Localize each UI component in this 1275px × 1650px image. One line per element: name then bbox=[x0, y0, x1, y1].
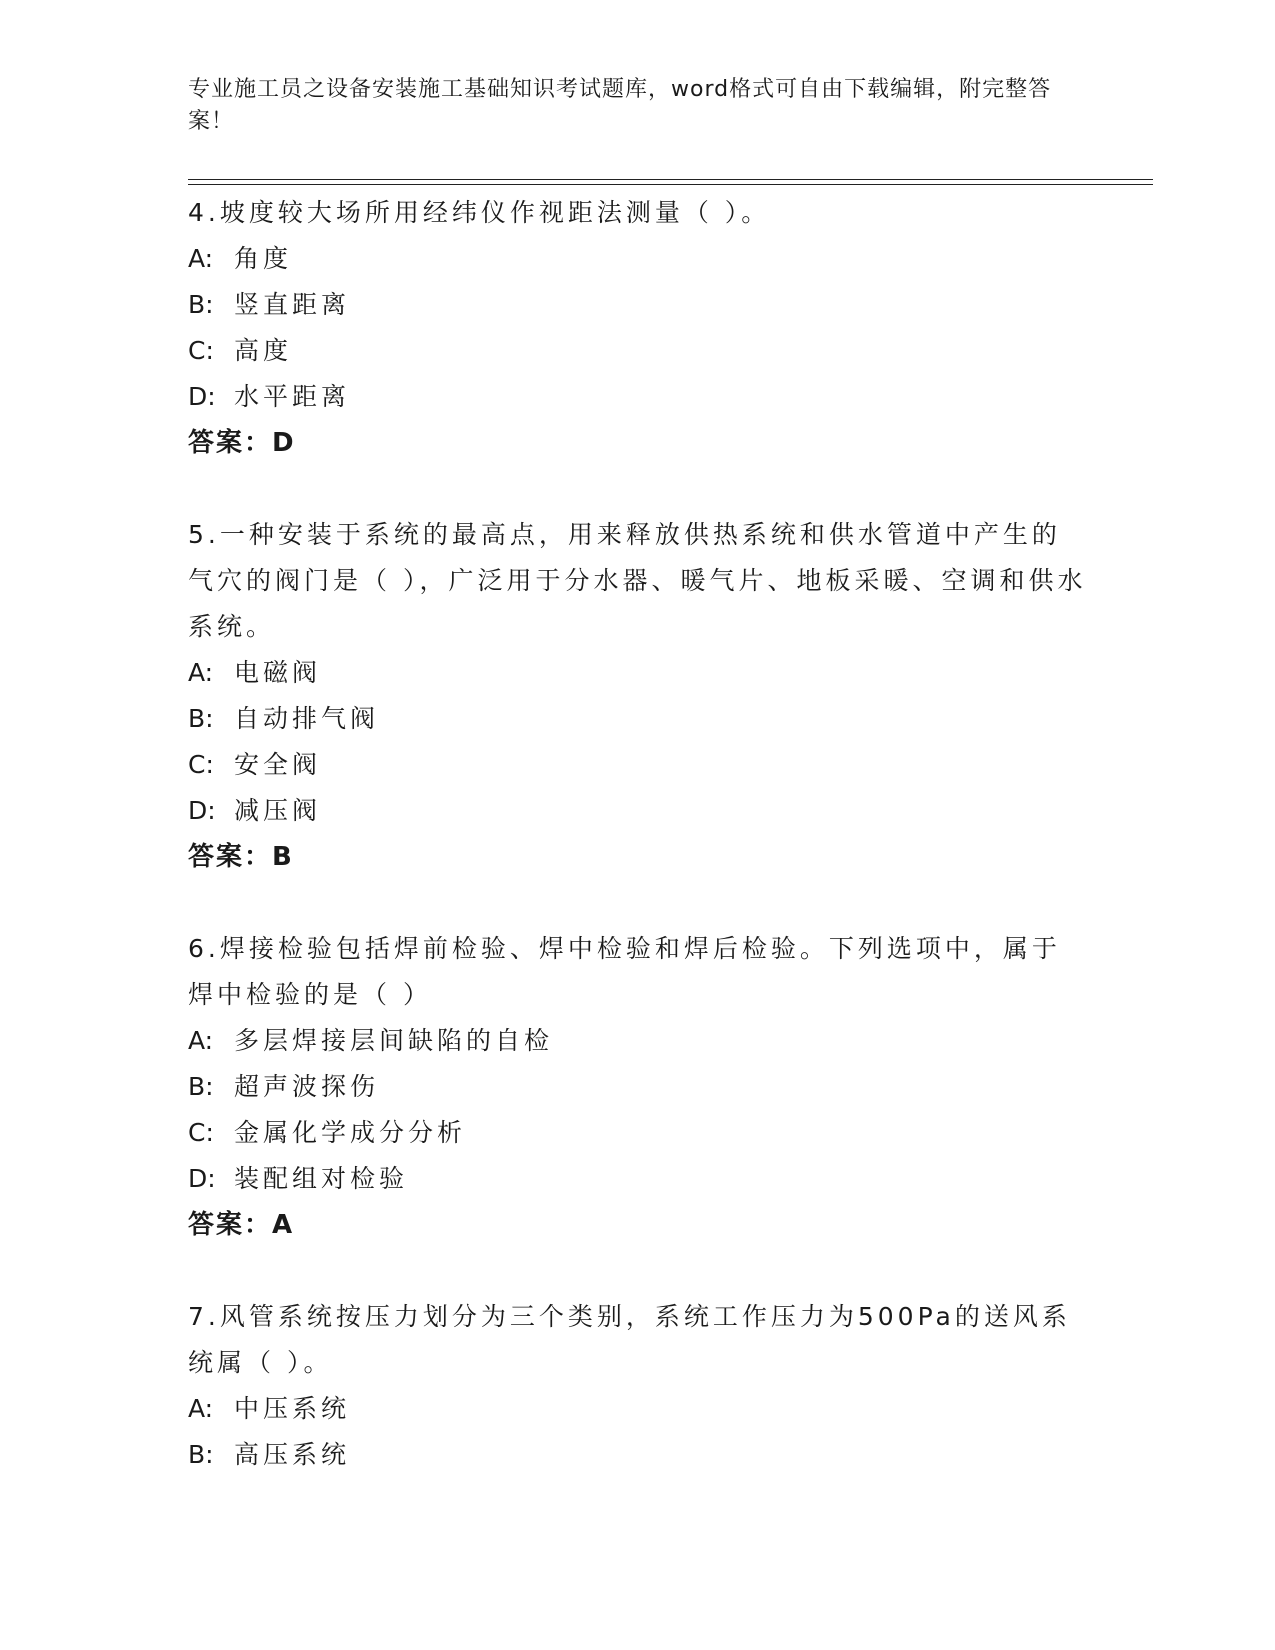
question-4 bbox=[188, 190, 1088, 466]
question-stem: 5.一种安装于系统的最高点，用来释放供热系统和供水管道中产生的气穴的阀门是（ ），广泛用于分水器、暖气片、地板采暖、空调和供水系统。 bbox=[188, 520, 1087, 641]
option-letter: B: bbox=[188, 1440, 214, 1469]
option-text: 电磁阀 bbox=[234, 658, 322, 687]
option-a bbox=[188, 1386, 1088, 1432]
option-letter: C: bbox=[188, 1118, 214, 1147]
option-text: 自动排气阀 bbox=[234, 704, 380, 733]
option-a bbox=[188, 1018, 1088, 1064]
option-text: 多层焊接层间缺陷的自检 bbox=[234, 1026, 554, 1055]
option-text: 减压阀 bbox=[234, 796, 322, 825]
option-b bbox=[188, 1432, 1088, 1478]
option-letter: D: bbox=[188, 796, 216, 825]
option-text: 金属化学成分分析 bbox=[234, 1118, 467, 1147]
option-letter: A: bbox=[188, 1026, 214, 1055]
option-text: 水平距离 bbox=[234, 382, 351, 411]
option-text: 装配组对检验 bbox=[234, 1164, 409, 1193]
option-text: 高压系统 bbox=[234, 1440, 351, 1469]
header-divider-top bbox=[188, 179, 1153, 180]
option-letter: D: bbox=[188, 382, 216, 411]
option-text: 安全阀 bbox=[234, 750, 322, 779]
option-letter: D: bbox=[188, 1164, 216, 1193]
option-a bbox=[188, 650, 1088, 696]
option-d bbox=[188, 374, 1088, 420]
question-5 bbox=[188, 512, 1088, 880]
answer-line: 答案：A bbox=[188, 1210, 295, 1240]
option-d bbox=[188, 1156, 1088, 1202]
question-stem: 6.焊接检验包括焊前检验、焊中检验和焊后检验。下列选项中，属于焊中检验的是（ ） bbox=[188, 934, 1061, 1009]
answer-line: 答案：B bbox=[188, 842, 294, 872]
option-text: 超声波探伤 bbox=[234, 1072, 380, 1101]
option-letter: B: bbox=[188, 704, 214, 733]
option-letter: C: bbox=[188, 336, 214, 365]
option-b bbox=[188, 1064, 1088, 1110]
option-text: 角度 bbox=[234, 244, 293, 273]
option-letter: B: bbox=[188, 290, 214, 319]
option-letter: A: bbox=[188, 658, 214, 687]
question-7 bbox=[188, 1294, 1088, 1478]
option-text: 高度 bbox=[234, 336, 293, 365]
option-b bbox=[188, 282, 1088, 328]
answer-line: 答案：D bbox=[188, 428, 296, 458]
question-6 bbox=[188, 926, 1088, 1248]
header-divider-bottom bbox=[188, 184, 1153, 185]
option-letter: A: bbox=[188, 244, 214, 273]
option-b bbox=[188, 696, 1088, 742]
option-c bbox=[188, 1110, 1088, 1156]
option-c bbox=[188, 742, 1088, 788]
question-stem: 4.坡度较大场所用经纬仪作视距法测量（ ）。 bbox=[188, 198, 771, 227]
option-letter: A: bbox=[188, 1394, 214, 1423]
question-stem: 7.风管系统按压力划分为三个类别，系统工作压力为500Pa的送风系统属（ ）。 bbox=[188, 1302, 1071, 1377]
document-header: 专业施工员之设备安装施工基础知识考试题库，word格式可自由下载编辑，附完整答案！ bbox=[188, 77, 1052, 134]
option-text: 竖直距离 bbox=[234, 290, 351, 319]
option-a bbox=[188, 236, 1088, 282]
question-list bbox=[188, 190, 1088, 1524]
option-letter: C: bbox=[188, 750, 214, 779]
option-letter: B: bbox=[188, 1072, 214, 1101]
option-text: 中压系统 bbox=[234, 1394, 351, 1423]
option-c bbox=[188, 328, 1088, 374]
option-d bbox=[188, 788, 1088, 834]
